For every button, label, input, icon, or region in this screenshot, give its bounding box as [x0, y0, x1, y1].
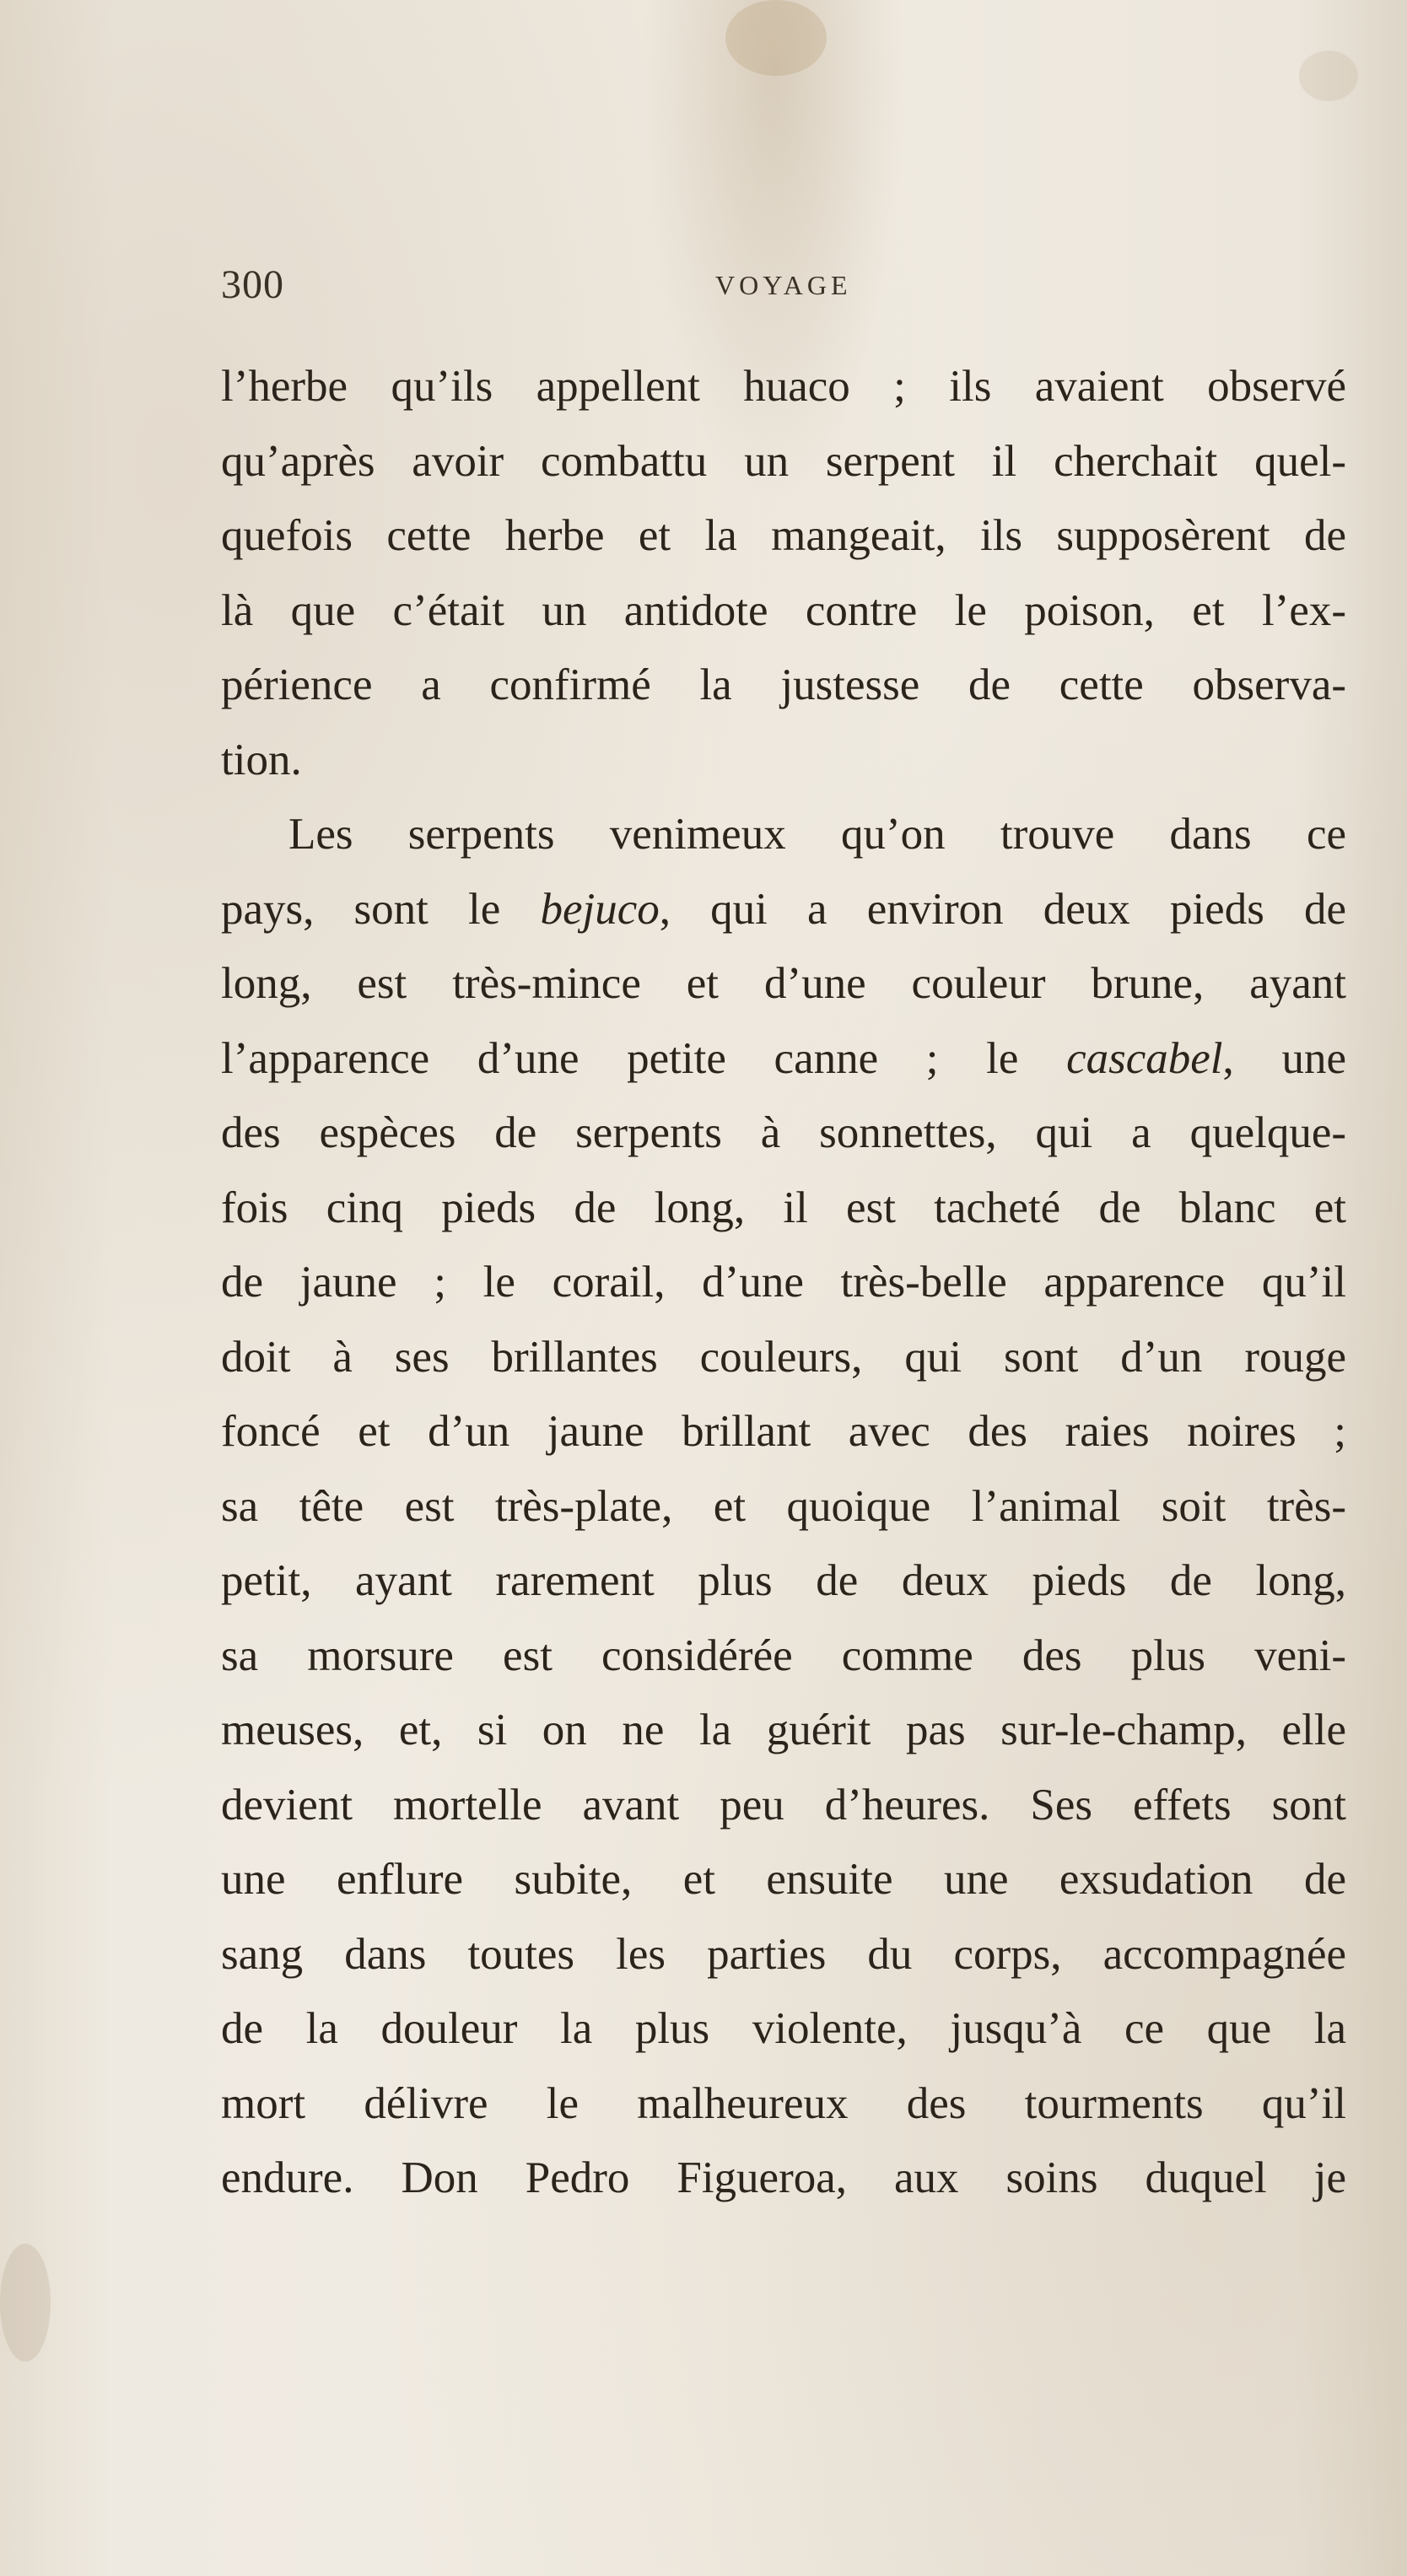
text-line — [221, 872, 1346, 947]
text-segment: pays, sont le — [221, 884, 541, 934]
text-line: devient mortelle avant peu d’heures. Ses effets sont — [221, 1780, 1346, 1830]
text-line: sang dans toutes les parties du corps, accompagnée — [221, 1929, 1346, 1979]
text-line: mort délivre le malheureux des tourments qu’il — [221, 2078, 1346, 2128]
species-name-italic: cascabel — [1066, 1033, 1223, 1083]
text-line — [221, 1021, 1346, 1097]
text-line: foncé et d’un jaune brillant avec des raies noires ; — [221, 1407, 1346, 1456]
text-line: l’herbe qu’ils appellent huaco ; ils avaient observé — [221, 362, 1346, 411]
paper-stain — [725, 0, 827, 76]
page-number: 300 — [221, 262, 284, 307]
body-text — [221, 349, 1346, 2216]
species-name-italic: bejuco — [540, 884, 660, 934]
paper-stain — [0, 2244, 51, 2362]
text-line: périence a confirmé la justesse de cette observa- — [221, 660, 1346, 709]
text-segment: l’apparence d’une petite canne ; le — [221, 1033, 1067, 1083]
text-line: sa tête est très-plate, et quoique l’animal soit très- — [221, 1481, 1346, 1531]
running-title: VOYAGE — [715, 270, 852, 300]
text-line: sa morsure est considérée comme des plus veni- — [221, 1630, 1346, 1680]
text-line: des espèces de serpents à sonnettes, qui a quelque- — [221, 1108, 1346, 1157]
text-line: qu’après avoir combattu un serpent il cherchait quel- — [221, 436, 1346, 486]
text-line: une enflure subite, et ensuite une exsudation de — [221, 1855, 1346, 1904]
paper-stain — [1299, 51, 1358, 101]
text-line: fois cinq pieds de long, il est tacheté de blanc et — [221, 1183, 1346, 1232]
text-line: là que c’était un antidote contre le poison, et l’ex- — [221, 585, 1346, 635]
text-line: petit, ayant rarement plus de deux pieds de long, — [221, 1556, 1346, 1605]
text-segment: , une — [1222, 1033, 1346, 1083]
text-line: de la douleur la plus violente, jusqu’à ce que la — [221, 2004, 1346, 2053]
text-segment: , qui a environ deux pieds de — [659, 884, 1346, 934]
paragraph-start-line: Les serpents venimeux qu’on trouve dans ce — [288, 810, 1346, 859]
text-line: de jaune ; le corail, d’une très-belle apparence qu’il — [221, 1258, 1346, 1307]
text-line: meuses, et, si on ne la guérit pas sur-le-champ, elle — [221, 1706, 1346, 1754]
running-head — [221, 260, 1346, 310]
text-line: long, est très-mince et d’une couleur brune, ayant — [221, 959, 1346, 1008]
text-line: doit à ses brillantes couleurs, qui sont d’un rouge — [221, 1332, 1346, 1382]
text-line: tion. — [221, 735, 302, 784]
text-line: endure. Don Pedro Figueroa, aux soins duquel je — [221, 2153, 1346, 2202]
text-line: quefois cette herbe et la mangeait, ils supposèrent de — [221, 511, 1346, 560]
